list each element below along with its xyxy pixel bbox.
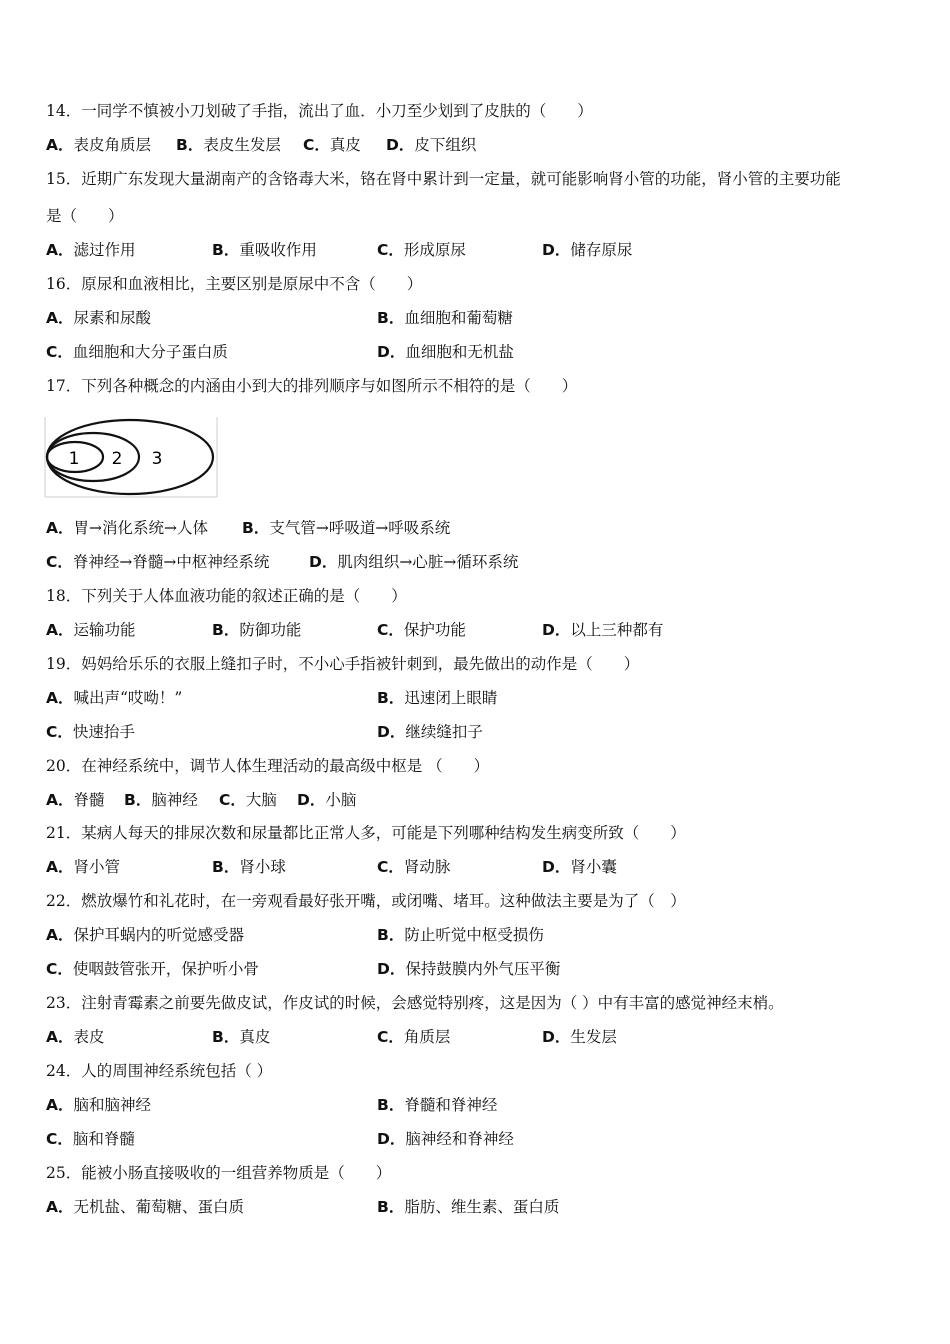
- q20-option-b: B．脑神经: [124, 791, 198, 809]
- q18-option-c: C．保护功能: [377, 621, 466, 639]
- question-24-stem: 24．人的周围神经系统包括（ ）: [46, 1062, 273, 1080]
- q21-option-b: B．肾小球: [212, 858, 286, 876]
- q24-option-d: D．脑神经和脊神经: [377, 1130, 514, 1148]
- q20-option-c: C．大脑: [219, 791, 277, 809]
- q17-option-b: B．支气管→呼吸道→呼吸系统: [242, 519, 451, 537]
- figure-label-1: 1: [68, 449, 80, 469]
- q24-option-b: B．脊髓和脊神经: [377, 1096, 498, 1114]
- q16-option-c: C．血细胞和大分子蛋白质: [46, 343, 228, 361]
- q21-option-a: A．肾小管: [46, 858, 121, 876]
- q17-option-d: D．肌肉组织→心脏→循环系统: [309, 553, 519, 571]
- question-19-stem: 19．妈妈给乐乐的衣服上缝扣子时，不小心手指被针刺到，最先做出的动作是（ ）: [46, 655, 640, 673]
- q15-option-a: A．滤过作用: [46, 241, 136, 259]
- q16-option-a: A．尿素和尿酸: [46, 309, 152, 327]
- q24-option-a: A．脑和脑神经: [46, 1096, 152, 1114]
- question-23-stem: 23．注射青霉素之前要先做皮试，作皮试的时候，会感觉特别疼，这是因为（ ）中有丰富的感觉神经末梢。: [46, 994, 784, 1012]
- q22-option-d: D．保持鼓膜内外气压平衡: [377, 960, 561, 978]
- q15-option-b: B．重吸收作用: [212, 241, 317, 259]
- q23-option-c: C．角质层: [377, 1028, 451, 1046]
- q21-option-c: C．肾动脉: [377, 858, 451, 876]
- q18-option-a: A．运输功能: [46, 621, 136, 639]
- figure-label-3: 3: [151, 449, 163, 469]
- question-16-stem: 16．原尿和血液相比，主要区别是原尿中不含（ ）: [46, 275, 423, 293]
- q14-option-b: B．表皮生发层: [176, 136, 281, 154]
- q21-option-d: D．肾小囊: [542, 858, 617, 876]
- question-17-stem: 17．下列各种概念的内涵由小到大的排列顺序与如图所示不相符的是（ ）: [46, 377, 578, 395]
- q19-option-d: D．继续缝扣子: [377, 723, 483, 741]
- q18-option-d: D．以上三种都有: [542, 621, 664, 639]
- q17-option-a: A．胃→消化系统→人体: [46, 519, 208, 537]
- question-15-stem-cont: 是（ ）: [46, 207, 124, 225]
- q22-option-a: A．保护耳蜗内的听觉感受器: [46, 926, 245, 944]
- q18-option-b: B．防御功能: [212, 621, 302, 639]
- ellipse-2: [47, 433, 139, 481]
- question-25-stem: 25．能被小肠直接吸收的一组营养物质是（ ）: [46, 1164, 392, 1182]
- question-18-stem: 18．下列关于人体血液功能的叙述正确的是（ ）: [46, 587, 407, 605]
- q16-option-b: B．血细胞和葡萄糖: [377, 309, 513, 327]
- q23-option-b: B．真皮: [212, 1028, 271, 1046]
- q16-option-d: D．血细胞和无机盐: [377, 343, 514, 361]
- question-22-stem: 22．燃放爆竹和礼花时，在一旁观看最好张开嘴，或闭嘴、堵耳。这种做法主要是为了（ ）: [46, 892, 686, 910]
- q23-option-a: A．表皮: [46, 1028, 105, 1046]
- q15-option-c: C．形成原尿: [377, 241, 466, 259]
- q22-option-c: C．使咽鼓管张开，保护听小骨: [46, 960, 259, 978]
- question-14-stem: 14．一同学不慎被小刀划破了手指，流出了血．小刀至少划到了皮肤的（ ）: [46, 102, 593, 120]
- q19-option-a: A．喊出声“哎呦！”: [46, 689, 183, 707]
- q19-option-c: C．快速抬手: [46, 723, 135, 741]
- question-15-stem: 15．近期广东发现大量湖南产的含铬毒大米，铬在肾中累计到一定量，就可能影响肾小管的功能，肾小管的主要功能: [46, 170, 841, 188]
- q24-option-c: C．脑和脊髓: [46, 1130, 135, 1148]
- q14-option-d: D．皮下组织: [386, 136, 477, 154]
- nested-ellipse-figure: [44, 416, 218, 498]
- q25-option-b: B．脂肪、维生素、蛋白质: [377, 1198, 560, 1216]
- q25-option-a: A．无机盐、葡萄糖、蛋白质: [46, 1198, 245, 1216]
- question-20-stem: 20．在神经系统中，调节人体生理活动的最高级中枢是 （ ）: [46, 757, 490, 775]
- question-21-stem: 21．某病人每天的排尿次数和尿量都比正常人多，可能是下列哪种结构发生病变所致（ ）: [46, 824, 686, 842]
- q23-option-d: D．生发层: [542, 1028, 617, 1046]
- q20-option-a: A．脊髓: [46, 791, 105, 809]
- q17-option-c: C．脊神经→脊髓→中枢神经系统: [46, 553, 270, 571]
- figure-label-2: 2: [111, 449, 123, 469]
- q20-option-d: D．小脑: [297, 791, 357, 809]
- q14-option-a: A．表皮角质层: [46, 136, 152, 154]
- q22-option-b: B．防止听觉中枢受损伤: [377, 926, 544, 944]
- q15-option-d: D．储存原尿: [542, 241, 633, 259]
- q19-option-b: B．迅速闭上眼睛: [377, 689, 498, 707]
- q14-option-c: C．真皮: [303, 136, 361, 154]
